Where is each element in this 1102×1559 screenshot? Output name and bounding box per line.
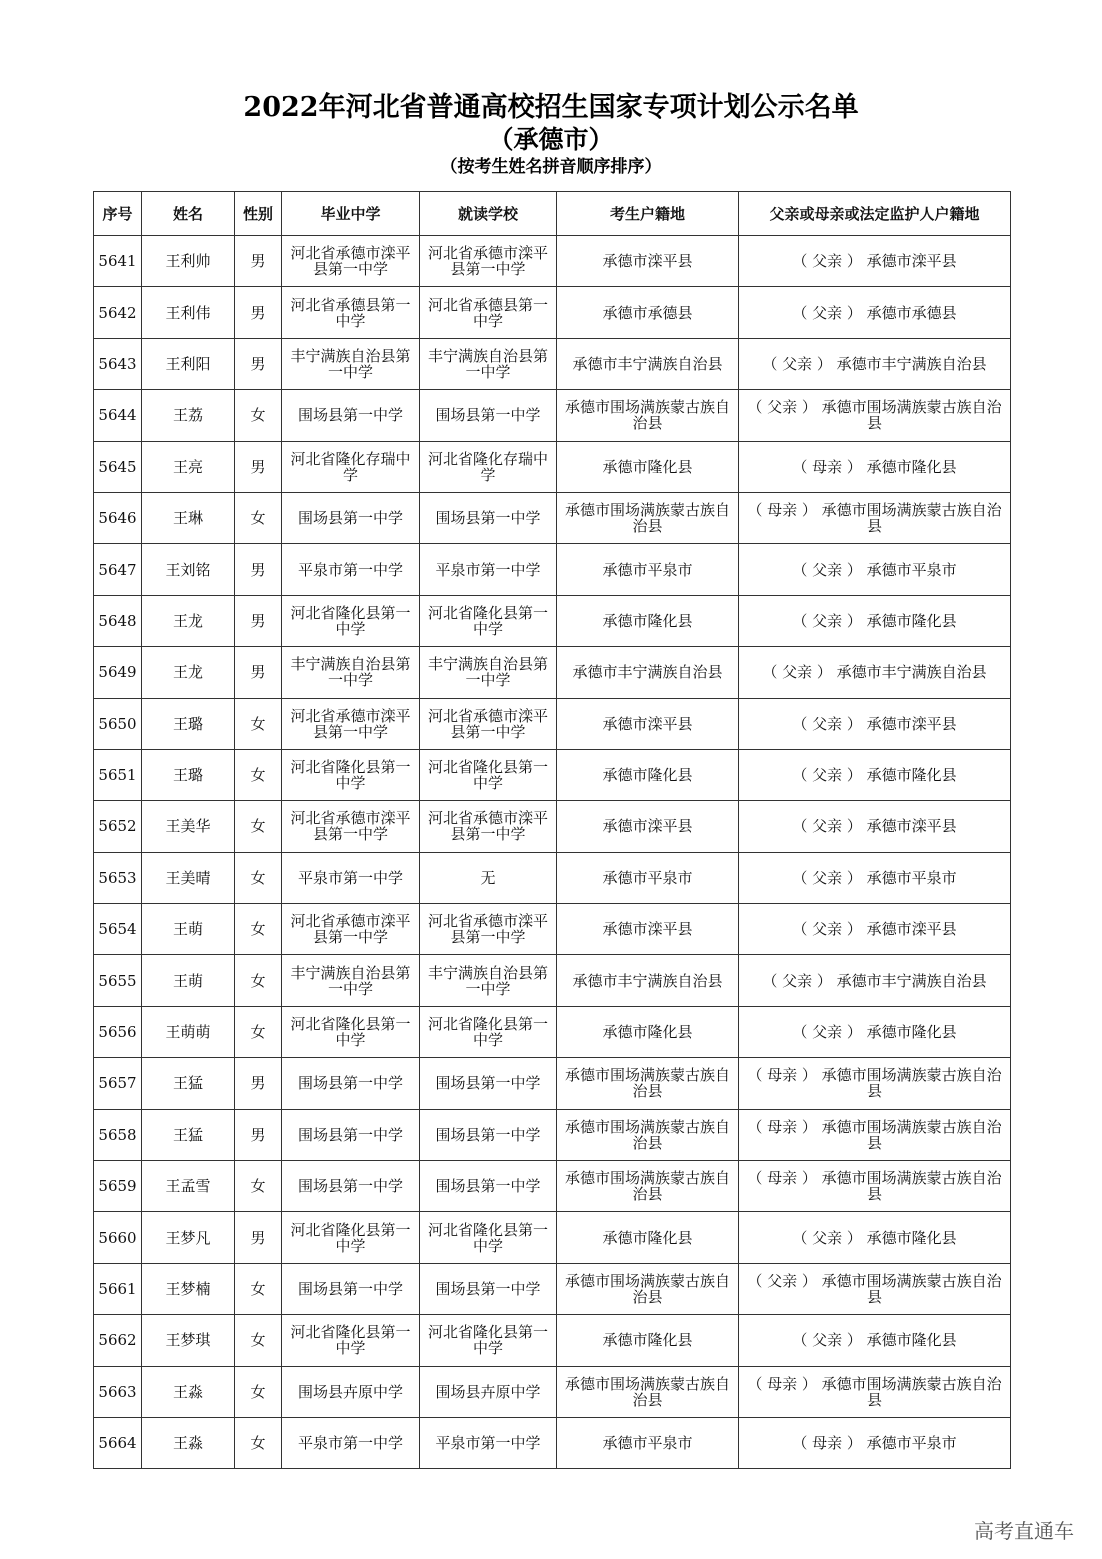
cell-household: 承德市围场满族蒙古族自治县 [557, 492, 739, 543]
cell-gender: 女 [235, 1006, 282, 1057]
cell-name: 王琳 [142, 492, 235, 543]
cell-current-school: 丰宁满族自治县第一中学 [420, 338, 557, 389]
cell-serial: 5656 [94, 1006, 142, 1057]
cell-guardian-household: （ 父亲 ） 承德市滦平县 [739, 801, 1011, 852]
cell-graduated-school: 河北省隆化县第一中学 [282, 595, 420, 646]
cell-guardian-household: （ 父亲 ） 承德市滦平县 [739, 904, 1011, 955]
cell-current-school: 河北省承德市滦平县第一中学 [420, 904, 557, 955]
cell-serial: 5655 [94, 955, 142, 1006]
cell-name: 王璐 [142, 698, 235, 749]
table-row [94, 852, 1011, 903]
cell-graduated-school: 平泉市第一中学 [282, 1417, 420, 1468]
cell-graduated-school: 围场县第一中学 [282, 492, 420, 543]
cell-current-school: 无 [420, 852, 557, 903]
cell-household: 承德市平泉市 [557, 544, 739, 595]
cell-current-school: 河北省承德市滦平县第一中学 [420, 801, 557, 852]
cell-current-school: 河北省承德市滦平县第一中学 [420, 698, 557, 749]
cell-gender: 男 [235, 441, 282, 492]
cell-name: 王璐 [142, 749, 235, 800]
cell-household: 承德市隆化县 [557, 595, 739, 646]
table-row [94, 698, 1011, 749]
cell-guardian-household: （ 母亲 ） 承德市围场满族蒙古族自治县 [739, 492, 1011, 543]
cell-household: 承德市滦平县 [557, 236, 739, 287]
cell-serial: 5653 [94, 852, 142, 903]
cell-serial: 5642 [94, 287, 142, 338]
cell-current-school: 平泉市第一中学 [420, 1417, 557, 1468]
cell-current-school: 平泉市第一中学 [420, 544, 557, 595]
header-cell: 父亲或母亲或法定监护人户籍地 [739, 192, 1011, 236]
cell-gender: 男 [235, 287, 282, 338]
cell-serial: 5651 [94, 749, 142, 800]
cell-gender: 男 [235, 236, 282, 287]
cell-gender: 女 [235, 852, 282, 903]
watermark-text: 高考直通车 [974, 1519, 1074, 1543]
cell-current-school: 围场县第一中学 [420, 1109, 557, 1160]
cell-guardian-household: （ 父亲 ） 承德市丰宁满族自治县 [739, 955, 1011, 1006]
cell-graduated-school: 河北省隆化县第一中学 [282, 1315, 420, 1366]
cell-graduated-school: 河北省隆化县第一中学 [282, 1212, 420, 1263]
cell-serial: 5657 [94, 1058, 142, 1109]
cell-household: 承德市滦平县 [557, 904, 739, 955]
cell-household: 承德市丰宁满族自治县 [557, 647, 739, 698]
cell-serial: 5652 [94, 801, 142, 852]
table-row [94, 441, 1011, 492]
cell-name: 王荔 [142, 390, 235, 441]
cell-gender: 男 [235, 1212, 282, 1263]
cell-name: 王利阳 [142, 338, 235, 389]
cell-gender: 女 [235, 492, 282, 543]
cell-serial: 5658 [94, 1109, 142, 1160]
cell-serial: 5643 [94, 338, 142, 389]
document-subtitle-city: （承德市） [488, 125, 614, 154]
cell-guardian-household: （ 父亲 ） 承德市围场满族蒙古族自治县 [739, 390, 1011, 441]
cell-current-school: 河北省隆化县第一中学 [420, 749, 557, 800]
table-row [94, 749, 1011, 800]
cell-name: 王利伟 [142, 287, 235, 338]
cell-guardian-household: （ 父亲 ） 承德市平泉市 [739, 544, 1011, 595]
cell-household: 承德市丰宁满族自治县 [557, 338, 739, 389]
document-sort-note: （按考生姓名拼音顺序排序） [440, 157, 662, 177]
cell-household: 承德市围场满族蒙古族自治县 [557, 1109, 739, 1160]
cell-graduated-school: 河北省隆化存瑞中学 [282, 441, 420, 492]
cell-household: 承德市围场满族蒙古族自治县 [557, 1366, 739, 1417]
cell-current-school: 围场县卉原中学 [420, 1366, 557, 1417]
cell-graduated-school: 围场县卉原中学 [282, 1366, 420, 1417]
cell-guardian-household: （ 母亲 ） 承德市围场满族蒙古族自治县 [739, 1161, 1011, 1212]
cell-name: 王利帅 [142, 236, 235, 287]
table-row [94, 287, 1011, 338]
header-cell: 性别 [235, 192, 282, 236]
cell-gender: 男 [235, 595, 282, 646]
cell-gender: 男 [235, 338, 282, 389]
table-row [94, 492, 1011, 543]
table-row [94, 595, 1011, 646]
cell-household: 承德市隆化县 [557, 1315, 739, 1366]
table-row [94, 390, 1011, 441]
cell-household: 承德市隆化县 [557, 1212, 739, 1263]
cell-graduated-school: 丰宁满族自治县第一中学 [282, 955, 420, 1006]
cell-serial: 5661 [94, 1263, 142, 1314]
cell-current-school: 河北省承德市滦平县第一中学 [420, 236, 557, 287]
cell-household: 承德市隆化县 [557, 1006, 739, 1057]
table-row [94, 1161, 1011, 1212]
table-row [94, 801, 1011, 852]
cell-name: 王梦琪 [142, 1315, 235, 1366]
cell-graduated-school: 围场县第一中学 [282, 390, 420, 441]
cell-serial: 5641 [94, 236, 142, 287]
cell-gender: 女 [235, 749, 282, 800]
cell-household: 承德市平泉市 [557, 852, 739, 903]
cell-graduated-school: 围场县第一中学 [282, 1109, 420, 1160]
cell-name: 王猛 [142, 1058, 235, 1109]
cell-guardian-household: （ 父亲 ） 承德市丰宁满族自治县 [739, 647, 1011, 698]
cell-current-school: 河北省隆化县第一中学 [420, 1006, 557, 1057]
cell-household: 承德市滦平县 [557, 801, 739, 852]
cell-guardian-household: （ 父亲 ） 承德市滦平县 [739, 698, 1011, 749]
cell-current-school: 围场县第一中学 [420, 492, 557, 543]
cell-guardian-household: （ 父亲 ） 承德市承德县 [739, 287, 1011, 338]
cell-serial: 5662 [94, 1315, 142, 1366]
cell-gender: 女 [235, 801, 282, 852]
cell-gender: 女 [235, 1263, 282, 1314]
table-header-row [94, 192, 1011, 236]
cell-gender: 女 [235, 1417, 282, 1468]
cell-serial: 5660 [94, 1212, 142, 1263]
cell-guardian-household: （ 父亲 ） 承德市丰宁满族自治县 [739, 338, 1011, 389]
cell-graduated-school: 河北省承德市滦平县第一中学 [282, 236, 420, 287]
document-title: 2022年河北省普通高校招生国家专项计划公示名单 [243, 92, 859, 123]
cell-current-school: 河北省隆化县第一中学 [420, 1315, 557, 1366]
cell-graduated-school: 河北省承德市滦平县第一中学 [282, 801, 420, 852]
cell-name: 王龙 [142, 595, 235, 646]
cell-serial: 5645 [94, 441, 142, 492]
cell-household: 承德市滦平县 [557, 698, 739, 749]
header-cell: 毕业中学 [282, 192, 420, 236]
cell-graduated-school: 丰宁满族自治县第一中学 [282, 647, 420, 698]
cell-name: 王猛 [142, 1109, 235, 1160]
cell-guardian-household: （ 母亲 ） 承德市围场满族蒙古族自治县 [739, 1058, 1011, 1109]
cell-graduated-school: 河北省隆化县第一中学 [282, 1006, 420, 1057]
cell-current-school: 围场县第一中学 [420, 1161, 557, 1212]
cell-gender: 女 [235, 1315, 282, 1366]
table-row [94, 1006, 1011, 1057]
cell-guardian-household: （ 母亲 ） 承德市围场满族蒙古族自治县 [739, 1109, 1011, 1160]
table-row [94, 1263, 1011, 1314]
cell-serial: 5649 [94, 647, 142, 698]
cell-graduated-school: 河北省承德市滦平县第一中学 [282, 904, 420, 955]
cell-guardian-household: （ 父亲 ） 承德市平泉市 [739, 852, 1011, 903]
cell-household: 承德市平泉市 [557, 1417, 739, 1468]
cell-current-school: 丰宁满族自治县第一中学 [420, 647, 557, 698]
cell-current-school: 河北省隆化县第一中学 [420, 1212, 557, 1263]
cell-gender: 男 [235, 1058, 282, 1109]
student-list-table [93, 191, 1011, 1469]
cell-household: 承德市隆化县 [557, 441, 739, 492]
table-row [94, 1315, 1011, 1366]
cell-graduated-school: 平泉市第一中学 [282, 544, 420, 595]
cell-graduated-school: 围场县第一中学 [282, 1263, 420, 1314]
cell-name: 王刘铭 [142, 544, 235, 595]
cell-graduated-school: 围场县第一中学 [282, 1058, 420, 1109]
table-row [94, 955, 1011, 1006]
cell-name: 王萌 [142, 904, 235, 955]
cell-graduated-school: 河北省承德县第一中学 [282, 287, 420, 338]
cell-gender: 女 [235, 1366, 282, 1417]
cell-current-school: 围场县第一中学 [420, 1058, 557, 1109]
header-cell: 序号 [94, 192, 142, 236]
cell-household: 承德市围场满族蒙古族自治县 [557, 390, 739, 441]
cell-gender: 女 [235, 1161, 282, 1212]
cell-gender: 女 [235, 904, 282, 955]
table-row [94, 1212, 1011, 1263]
cell-serial: 5663 [94, 1366, 142, 1417]
cell-guardian-household: （ 父亲 ） 承德市围场满族蒙古族自治县 [739, 1263, 1011, 1314]
table-row [94, 647, 1011, 698]
cell-household: 承德市围场满族蒙古族自治县 [557, 1058, 739, 1109]
cell-name: 王梦楠 [142, 1263, 235, 1314]
cell-gender: 男 [235, 647, 282, 698]
cell-name: 王美晴 [142, 852, 235, 903]
cell-serial: 5644 [94, 390, 142, 441]
cell-current-school: 丰宁满族自治县第一中学 [420, 955, 557, 1006]
table-body [94, 236, 1011, 1469]
table-row [94, 904, 1011, 955]
cell-graduated-school: 平泉市第一中学 [282, 852, 420, 903]
table-row [94, 236, 1011, 287]
cell-guardian-household: （ 母亲 ） 承德市隆化县 [739, 441, 1011, 492]
cell-current-school: 河北省隆化存瑞中学 [420, 441, 557, 492]
header-cell: 考生户籍地 [557, 192, 739, 236]
cell-guardian-household: （ 父亲 ） 承德市隆化县 [739, 1212, 1011, 1263]
cell-serial: 5648 [94, 595, 142, 646]
table-row [94, 1109, 1011, 1160]
cell-guardian-household: （ 父亲 ） 承德市隆化县 [739, 595, 1011, 646]
header-cell: 就读学校 [420, 192, 557, 236]
cell-guardian-household: （ 父亲 ） 承德市隆化县 [739, 1315, 1011, 1366]
cell-serial: 5654 [94, 904, 142, 955]
cell-guardian-household: （ 父亲 ） 承德市隆化县 [739, 1006, 1011, 1057]
table-row [94, 1058, 1011, 1109]
cell-gender: 女 [235, 955, 282, 1006]
cell-guardian-household: （ 父亲 ） 承德市滦平县 [739, 236, 1011, 287]
table-row [94, 544, 1011, 595]
cell-serial: 5647 [94, 544, 142, 595]
cell-graduated-school: 丰宁满族自治县第一中学 [282, 338, 420, 389]
cell-household: 承德市围场满族蒙古族自治县 [557, 1161, 739, 1212]
table-row [94, 1417, 1011, 1468]
cell-graduated-school: 河北省隆化县第一中学 [282, 749, 420, 800]
cell-current-school: 围场县第一中学 [420, 1263, 557, 1314]
header-cell: 姓名 [142, 192, 235, 236]
cell-guardian-household: （ 母亲 ） 承德市围场满族蒙古族自治县 [739, 1366, 1011, 1417]
cell-guardian-household: （ 父亲 ） 承德市隆化县 [739, 749, 1011, 800]
cell-gender: 男 [235, 1109, 282, 1160]
cell-name: 王淼 [142, 1417, 235, 1468]
cell-serial: 5646 [94, 492, 142, 543]
cell-name: 王亮 [142, 441, 235, 492]
table-row [94, 338, 1011, 389]
cell-serial: 5650 [94, 698, 142, 749]
cell-current-school: 河北省隆化县第一中学 [420, 595, 557, 646]
cell-guardian-household: （ 母亲 ） 承德市平泉市 [739, 1417, 1011, 1468]
table-row [94, 1366, 1011, 1417]
cell-graduated-school: 河北省承德市滦平县第一中学 [282, 698, 420, 749]
cell-gender: 女 [235, 390, 282, 441]
cell-name: 王萌 [142, 955, 235, 1006]
cell-current-school: 围场县第一中学 [420, 390, 557, 441]
cell-serial: 5659 [94, 1161, 142, 1212]
cell-name: 王孟雪 [142, 1161, 235, 1212]
cell-gender: 女 [235, 698, 282, 749]
cell-serial: 5664 [94, 1417, 142, 1468]
cell-graduated-school: 围场县第一中学 [282, 1161, 420, 1212]
cell-name: 王龙 [142, 647, 235, 698]
cell-name: 王淼 [142, 1366, 235, 1417]
cell-current-school: 河北省承德县第一中学 [420, 287, 557, 338]
cell-gender: 男 [235, 544, 282, 595]
cell-name: 王萌萌 [142, 1006, 235, 1057]
cell-household: 承德市围场满族蒙古族自治县 [557, 1263, 739, 1314]
cell-household: 承德市承德县 [557, 287, 739, 338]
cell-name: 王梦凡 [142, 1212, 235, 1263]
cell-household: 承德市隆化县 [557, 749, 739, 800]
cell-household: 承德市丰宁满族自治县 [557, 955, 739, 1006]
cell-name: 王美华 [142, 801, 235, 852]
